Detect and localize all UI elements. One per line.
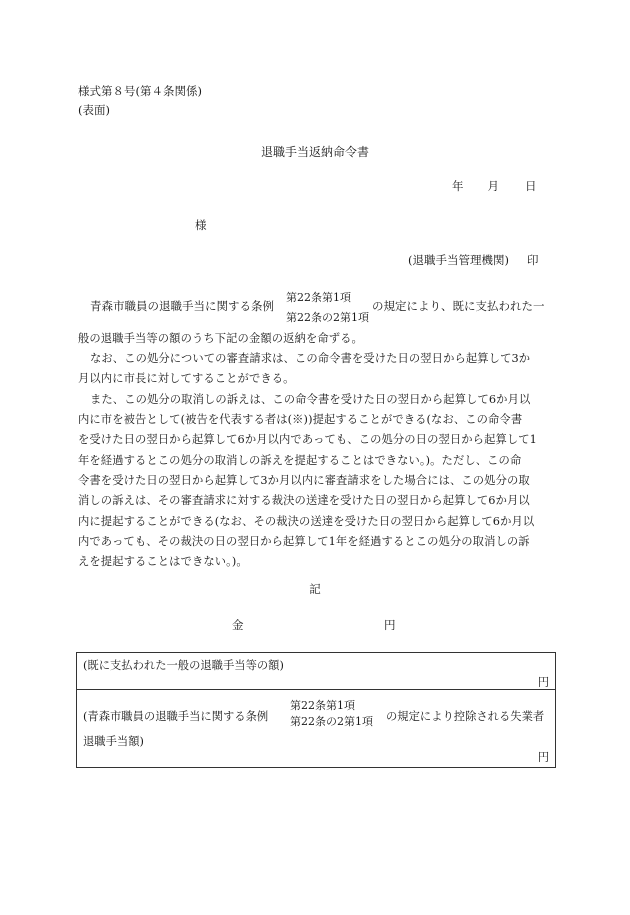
row2-article-2: 第22条の2第1項 [290,715,373,728]
body-line-6: を受けた日の翌日から起算して6か月以内であっても、この処分の日の翌日から起算して1 [78,433,537,446]
issuer-authority: (退職手当管理機関) [408,253,509,267]
article-option-2: 第22条の2第1項 [286,311,369,324]
row2-article-1: 第22条第1項 [290,699,355,712]
amount-table [76,652,556,768]
date-month: 月 [487,179,499,193]
row2-start: (青森市職員の退職手当に関する条例 [83,710,269,723]
table-row-divider [77,689,555,690]
body-line-5: 内に市を被告として(被告を代表する者は(※))提起することができる(なお、この命令書 [78,413,523,426]
body-line-2: なお、この処分についての審査請求は、この命令書を受けた日の翌日から起算して3か [90,352,531,365]
row2-line2: 退職手当額) [83,735,144,748]
document-title: 退職手当返納命令書 [260,145,369,159]
body-line-7: 年を経過するとこの処分の取消しの訴えを提起することはできない。)。ただし、この命 [78,454,522,467]
date-day: 日 [525,179,537,193]
side-label: (表面) [78,103,110,117]
record-heading: 記 [309,582,321,596]
body-line-1: 般の退職手当等の額のうち下記の金額の返納を命ずる。 [78,332,363,345]
row2-end: の規定により控除される失業者 [386,710,545,723]
issuer-line [408,255,538,267]
amount-unit: 円 [384,618,396,632]
lead-end: の規定により、既に支払われた一 [372,299,545,313]
form-number: 様式第８号(第４条関係) [78,84,202,98]
date-line [452,181,537,193]
body-line-10: 内に提起することができる(なお、その裁決の送達を受けた日の翌日から起算して6か月以 [78,515,535,528]
date-year: 年 [452,179,464,193]
article-option-1: 第22条第1項 [286,291,351,304]
body-line-3: 月以内に市長に対してすることができる。 [78,372,295,385]
lead-start: 青森市職員の退職手当に関する条例 [90,299,274,313]
body-line-12: えを提起することはできない。)。 [78,555,248,568]
issuer-seal: 印 [526,253,539,267]
row1-label: (既に支払われた一般の退職手当等の額) [83,659,284,672]
body-line-8: 令書を受けた日の翌日から起算して3か月以内に審査請求をした場合には、この処分の取 [78,474,530,487]
row2-unit: 円 [537,751,549,764]
addressee-honorific: 様 [195,218,207,232]
amount-label: 金 [232,618,244,632]
body-line-9: 消しの訴えは、その審査請求に対する裁決の送達を受けた日の翌日から起算して6か月以 [78,494,530,507]
row1-unit: 円 [537,676,549,689]
body-line-11: 内であっても、その裁決の日の翌日から起算して1年を経過するとこの処分の取消しの訴 [78,535,530,548]
body-line-4: また、この処分の取消しの訴えは、この命令書を受けた日の翌日から起算して6か月以 [90,393,531,406]
